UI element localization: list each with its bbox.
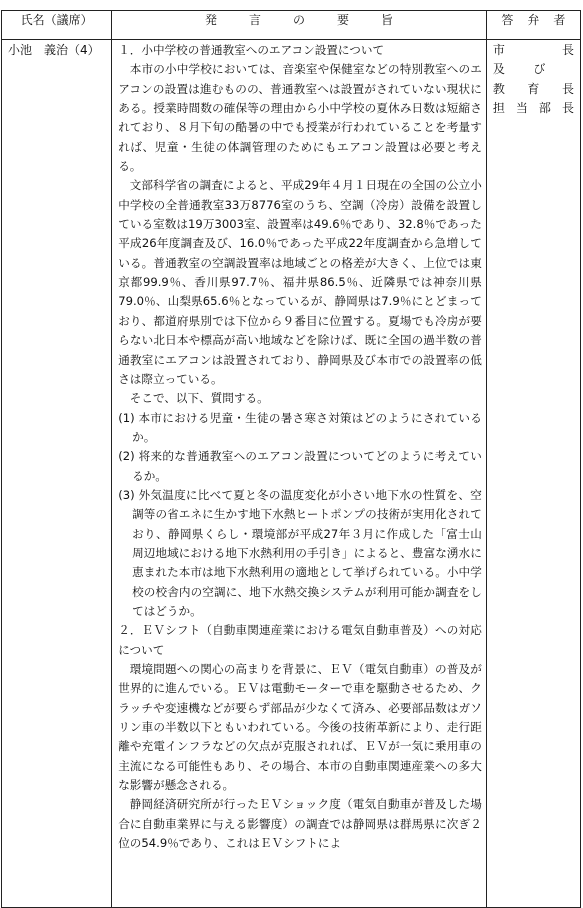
header-responder-column [486, 11, 580, 40]
header-name-column: 氏名（議席） [2, 11, 112, 40]
table-header-row [2, 11, 581, 40]
responder-mayor: 市 長 [492, 43, 574, 57]
header-content-column [112, 11, 487, 40]
header-content-char: 言 [248, 13, 261, 27]
question-item: (2) 将来的な普通教室へのエアコン設置についてどのように考えているか。 [118, 449, 482, 483]
table-body-row [2, 40, 581, 908]
paragraph: 環境問題への関心の高まりを背景に、ＥＶ（電気自動車）の普及が世界的に進んでいる。ＥＶは電動モーターで車を駆動させるため、クラッチや変速機などが要らず部品が少なくて済み、必要部品数はガソリン車の半数以下ともいわれている。今後の技術革新により、走行距離や充電インフラなどの欠点が克服されれば、ＥＶが一気に乗用車の主流になる可能性もあり、その場合、本市の自動車関連産業への多大な影響が懸念される。 [118, 662, 482, 793]
question-item: (3) 外気温度に比べて夏と冬の温度変化が小さい地下水の性質を、空調等の省エネに生かす地下水熱ヒートポンプの技術が実用化されており、静岡県くらし・環境部が平成27年３月に作成した「富士山周辺地域における地下水熱利用の手引き」によると、豊富な湧水に恵まれた本市は地下水熱利用の適地として挙げられている。小中学校の校舎内の空調に、地下水熱交換システムが利用可能か調査をしてはどうか。 [118, 487, 482, 618]
header-responder-char: 答 [501, 13, 514, 27]
responders-cell [486, 40, 580, 908]
speaker-name: 小池 義治（4） [2, 40, 112, 908]
section-heading: ２．ＥＶシフト（自動車関連産業における電気自動車普及）への対応について [118, 623, 482, 657]
paragraph: 静岡経済研究所が行ったＥＶショック度（電気自動車が普及した場合に自動車業界に与える影響度）の調査では静岡県は群馬県に次ぎ２位の54.9％であり、これはＥＶシフトによ [118, 797, 482, 851]
header-content-char: 要 [337, 13, 350, 27]
section-heading: １．小中学校の普通教室へのエアコン設置について [118, 43, 385, 57]
responder-director: 担 当 部 長 [492, 101, 574, 116]
paragraph: 文部科学省の調査によると、平成29年４月１日現在の全国の公立小中学校の全普通教室33万8776室のうち、空調（冷房）設備を設置している室数は19万3003室、設置率は49.6％であり、32.8％であった平成26年度調査及び、16.0％であった平成22年度調査から急増している。普通教室の空調設置率は地域ごとの格差が大きく、上位では東京都99.9％、香川県97.7％、福井県86.5％、近隣県では神奈川県79.0％、山梨県65.6％となっているが、静岡県は7.9％にとどまっており、都道府県別では下位から９番目に位置する。夏場でも冷房が要らない北日本や標高が高い地域などを除けば、既に全国の過半数の普通教室にエアコンは設置されており、静岡県及び本市での設置率の低さは際立っている。 [118, 178, 482, 386]
paragraph: 本市の小中学校においては、音楽室や保健室などの特別教室へのエアコンの設置は進むものの、普通教室へは設置がされていない現状にある。授業時間数の確保等の理由から小中学校の夏休み日数は短縮されており、８月下旬の酷暑の中でも授業が行われていることを考量すれば、児童・生徒の体調管理のためにもエアコン設置は必要と考える。 [118, 62, 482, 174]
header-content-char: 発 [204, 13, 217, 27]
responder-and: 及 び [492, 62, 546, 77]
header-content-char: 旨 [381, 13, 394, 27]
header-content-char: の [293, 13, 306, 27]
paragraph: そこで、以下、質問する。 [129, 391, 269, 406]
header-responder-char: 弁 [527, 13, 540, 27]
question-table [1, 10, 581, 908]
question-content [112, 40, 487, 908]
header-responder-char: 者 [553, 13, 566, 27]
responder-superintendent: 教 育 長 [492, 81, 574, 96]
question-item: (1) 本市における児童・生徒の暑さ寒さ対策はどのようにされているか。 [118, 410, 482, 444]
